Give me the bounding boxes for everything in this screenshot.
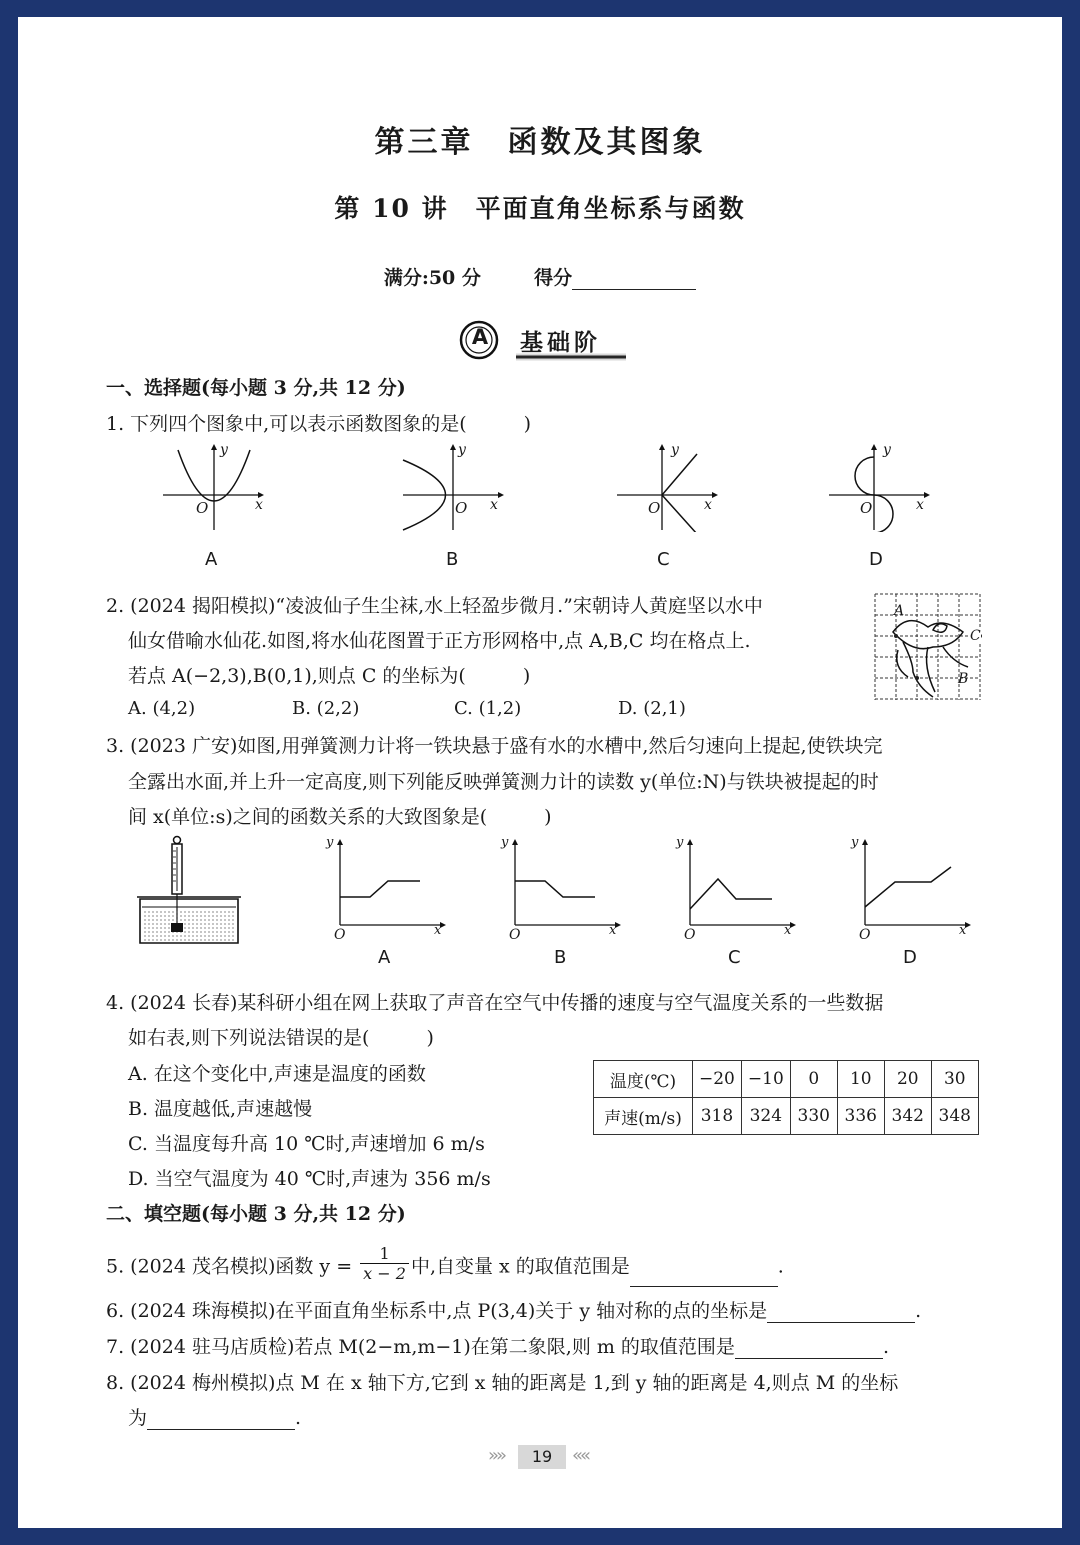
- table-cell: 342: [884, 1098, 931, 1135]
- question-8-line-2: [128, 1403, 301, 1430]
- full-score: 满分:50 分: [383, 267, 481, 289]
- q6-text: 6. (2024 珠海模拟)在平面直角坐标系中,点 P(3,4)关于 y 轴对称的点的坐标是: [106, 1300, 768, 1322]
- q1a-x-label: x: [255, 497, 263, 513]
- q1d-origin-label: O: [860, 499, 873, 517]
- chapter-title: [18, 117, 1062, 161]
- q1c-y-label: y: [671, 442, 679, 458]
- q3a-origin-label: O: [334, 927, 346, 943]
- q1d-y-label: y: [883, 442, 891, 458]
- chapter-number: 第三章: [374, 125, 474, 160]
- q3-option-c[interactable]: C: [728, 947, 741, 968]
- q2-point-c-label: C: [970, 628, 981, 644]
- section-fill-heading: 二、填空题(每小题 3 分,共 12 分): [106, 1203, 406, 1225]
- q5-period: .: [777, 1255, 784, 1278]
- page-arrows-left-icon: »»: [488, 1445, 505, 1466]
- q5-suffix: 中,自变量 x 的取值范围是: [410, 1255, 630, 1278]
- question-5: [106, 1244, 784, 1287]
- q3-graph-a: [320, 837, 450, 937]
- q6-period: .: [915, 1300, 922, 1322]
- q3b-origin-label: O: [509, 927, 521, 943]
- q3-graph-c: [670, 837, 800, 937]
- q1-graph-b: [398, 442, 508, 532]
- question-8-line-1: 8. (2024 梅州模拟)点 M 在 x 轴下方,它到 x 轴的距离是 1,到 y 轴的距离是 4,则点 M 的坐标: [106, 1372, 899, 1394]
- q3-graph-d: [845, 837, 975, 937]
- q3c-y-label: y: [676, 835, 684, 850]
- q1-option-c[interactable]: C: [657, 549, 670, 570]
- q1a-origin-label: O: [196, 499, 209, 517]
- q2-point-a-label: A: [894, 603, 905, 619]
- q3a-y-label: y: [326, 835, 334, 850]
- q4-option-a[interactable]: A. 在这个变化中,声速是温度的函数: [128, 1063, 426, 1085]
- q1-option-b[interactable]: B: [446, 549, 459, 570]
- q1-option-a[interactable]: A: [205, 549, 218, 570]
- q5-answer-blank[interactable]: [630, 1266, 778, 1287]
- q1b-y-label: y: [458, 442, 466, 458]
- q2-point-b-label: B: [958, 671, 969, 687]
- question-6: [106, 1296, 921, 1323]
- q1d-x-label: x: [916, 497, 924, 513]
- q1a-y-label: y: [220, 442, 228, 458]
- q5-denominator: x − 2: [363, 1264, 406, 1283]
- question-7: [106, 1332, 889, 1359]
- q3a-x-label: x: [434, 923, 442, 938]
- question-4-line-2: 如右表,则下列说法错误的是( ): [128, 1027, 434, 1049]
- level-badge-letter: A: [471, 325, 489, 349]
- q3d-y-label: y: [851, 835, 859, 850]
- question-2-line-3: 若点 A(−2,3),B(0,1),则点 C 的坐标为( ): [128, 665, 531, 687]
- question-3-line-1: 3. (2023 广安)如图,用弹簧测力计将一铁块悬于盛有水的水槽中,然后匀速向上提起,使铁块完: [106, 735, 883, 757]
- table-cell: 330: [790, 1098, 837, 1135]
- q1-option-d[interactable]: D: [869, 549, 883, 570]
- table-cell: 10: [837, 1061, 884, 1098]
- table-cell: 324: [741, 1098, 790, 1135]
- q3-spring-scale-figure: [136, 835, 246, 947]
- q3-option-a[interactable]: A: [378, 947, 391, 968]
- q8-prefix: 为: [128, 1407, 148, 1429]
- chapter-name: 函数及其图象: [507, 125, 706, 160]
- q8-answer-blank[interactable]: [147, 1409, 295, 1430]
- table-row-speed: [594, 1098, 979, 1135]
- q3c-origin-label: O: [684, 927, 696, 943]
- question-2-line-1: 2. (2024 揭阳模拟)“凌波仙子生尘袜,水上轻盈步微月.”宋朝诗人黄庭坚以水中: [106, 595, 763, 617]
- q3d-origin-label: O: [859, 927, 871, 943]
- q1c-x-label: x: [704, 497, 712, 513]
- q7-text: 7. (2024 驻马店质检)若点 M(2−m,m−1)在第二象限,则 m 的取值范围是: [106, 1336, 735, 1358]
- q2-option-a[interactable]: A. (4,2): [128, 698, 196, 719]
- q5-numerator: 1: [360, 1244, 409, 1264]
- table-cell: 声速(m/s): [594, 1098, 693, 1135]
- q1b-origin-label: O: [455, 499, 468, 517]
- q4-option-b[interactable]: B. 温度越低,声速越慢: [128, 1098, 313, 1120]
- q4-option-d[interactable]: D. 当空气温度为 40 ℃时,声速为 356 m/s: [128, 1168, 491, 1190]
- level-banner: [458, 319, 638, 363]
- score-label: 得分: [534, 267, 573, 289]
- q4-option-c[interactable]: C. 当温度每升高 10 ℃时,声速增加 6 m/s: [128, 1133, 485, 1155]
- question-4-line-1: 4. (2024 长春)某科研小组在网上获取了声音在空气中传播的速度与空气温度关系的一些数据: [106, 992, 884, 1014]
- q2-option-c[interactable]: C. (1,2): [454, 698, 522, 719]
- q5-fraction: [360, 1244, 409, 1283]
- table-cell: 30: [931, 1061, 978, 1098]
- page-arrows-right-icon: ««: [572, 1445, 589, 1466]
- q2-option-d[interactable]: D. (2,1): [618, 698, 686, 719]
- q3-graph-b: [495, 837, 625, 937]
- q1-graph-d: [824, 442, 934, 532]
- table-cell: 20: [884, 1061, 931, 1098]
- table-cell: 318: [693, 1098, 742, 1135]
- q6-answer-blank[interactable]: [767, 1302, 915, 1323]
- q1c-origin-label: O: [648, 499, 661, 517]
- question-3-line-2: 全露出水面,并上升一定高度,则下列能反映弹簧测力计的读数 y(单位:N)与铁块被提起的时: [128, 771, 879, 793]
- q7-period: .: [882, 1336, 889, 1358]
- q8-period: .: [295, 1407, 302, 1429]
- q3-option-d[interactable]: D: [903, 947, 917, 968]
- question-3-line-3: 间 x(单位:s)之间的函数关系的大致图象是( ): [128, 806, 552, 828]
- table-row-temperature: [594, 1061, 979, 1098]
- table-cell: −10: [741, 1061, 790, 1098]
- lecture-title: 第 10 讲 平面直角坐标系与函数: [334, 194, 746, 223]
- table-cell: 336: [837, 1098, 884, 1135]
- q1-graph-c: [612, 442, 722, 532]
- score-line: [18, 263, 1062, 290]
- q2-option-b[interactable]: B. (2,2): [292, 698, 360, 719]
- page-number: 19: [518, 1445, 566, 1469]
- q3b-y-label: y: [501, 835, 509, 850]
- table-cell: 温度(℃): [594, 1061, 693, 1098]
- question-2-line-2: 仙女借喻水仙花.如图,将水仙花图置于正方形网格中,点 A,B,C 均在格点上.: [128, 630, 751, 652]
- section-choice-heading: 一、选择题(每小题 3 分,共 12 分): [106, 377, 406, 399]
- q1b-x-label: x: [490, 497, 498, 513]
- score-blank: [572, 269, 696, 290]
- q3b-x-label: x: [609, 923, 617, 938]
- page: [18, 17, 1062, 1528]
- question-1-stem: 1. 下列四个图象中,可以表示函数图象的是( ): [106, 413, 532, 435]
- q7-answer-blank[interactable]: [735, 1338, 883, 1359]
- table-cell: 0: [790, 1061, 837, 1098]
- table-cell: −20: [693, 1061, 742, 1098]
- speed-temperature-table: [593, 1060, 979, 1135]
- q5-prefix: 5. (2024 茂名模拟)函数 y =: [106, 1255, 353, 1278]
- table-cell: 348: [931, 1098, 978, 1135]
- q1-graph-a: [158, 442, 268, 532]
- q3-option-b[interactable]: B: [554, 947, 567, 968]
- q3d-x-label: x: [959, 923, 967, 938]
- level-title: 基础阶: [520, 329, 601, 356]
- q3c-x-label: x: [784, 923, 792, 938]
